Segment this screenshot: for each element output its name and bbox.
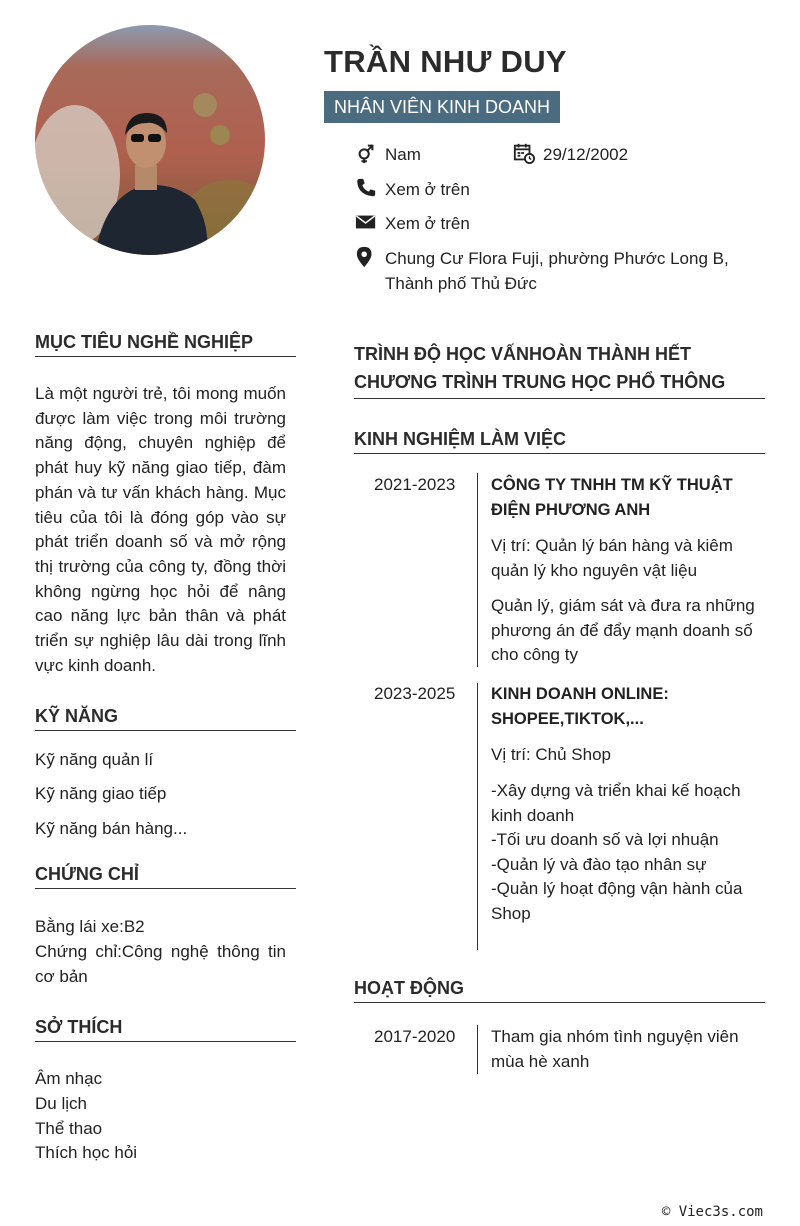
avatar (35, 25, 265, 255)
objective-heading: MỤC TIÊU NGHỀ NGHIỆP (35, 332, 296, 357)
job-company: KINH DOANH ONLINE: SHOPEE,TIKTOK,... (491, 685, 669, 728)
skill-item: Kỹ năng quản lí (35, 750, 154, 769)
job-duty: -Quản lý hoạt động vận hành của Shop (491, 879, 743, 923)
skill-item: Kỹ năng giao tiếp (35, 784, 167, 803)
address-line2: Thành phố Thủ Đức (385, 274, 537, 293)
gender-value: Nam (385, 145, 421, 164)
email-icon (355, 211, 377, 233)
address-line1: Chung Cư Flora Fuji, phường Phước Long B, (385, 249, 729, 268)
objective-text: Là một người trẻ, tôi mong muốn được làm việc trong môi trường năng động, chuyên nghiệp để phát huy kỹ năng giao tiếp, đàm phán và tư vấn khách hàng. Mục tiêu của tôi là đóng góp vào sự phát triển doanh số và mở rộng thị trường của công ty, đồng thời không ngừng học hỏi để nâng cao năng lực bản thân và phát triển sự nghiệp lâu dài trong lĩnh vực kinh doanh. (35, 384, 286, 675)
birthdate-value: 29/12/2002 (543, 145, 629, 164)
avatar-photo (35, 25, 265, 255)
candidate-name: TRẦN NHƯ DUY (324, 44, 567, 79)
job-duty: -Quản lý và đào tạo nhân sự (491, 855, 707, 874)
timeline-line (477, 683, 478, 950)
phone-icon (355, 177, 377, 199)
job-position: Vị trí: Quản lý bán hàng và kiêm quản lý kho nguyên vật liệu (491, 536, 733, 580)
job-duty: -Tối ưu doanh số và lợi nhuận (491, 830, 719, 849)
footer-credit: © Viec3s.com (661, 1204, 763, 1220)
hobbies-heading: SỞ THÍCH (35, 1017, 296, 1042)
hobby-item: Thích học hỏi (35, 1143, 138, 1162)
job-position: Vị trí: Chủ Shop (491, 745, 612, 764)
hobby-item: Du lịch (35, 1094, 87, 1113)
skills-heading: KỸ NĂNG (35, 706, 296, 731)
job-description: Quản lý, giám sát và đưa ra những phương án để đẩy mạnh doanh số cho công ty (491, 596, 755, 665)
job-title-badge: NHÂN VIÊN KINH DOANH (324, 91, 560, 123)
timeline-line (477, 473, 478, 667)
certificate-item: Chứng chỉ:Công nghệ thông tin cơ bản (35, 942, 286, 986)
email-value: Xem ở trên (385, 214, 470, 233)
job-years: 2021-2023 (374, 475, 456, 494)
experience-heading: KINH NGHIỆM LÀM VIỆC (354, 429, 765, 454)
skill-item: Kỹ năng bán hàng... (35, 819, 188, 838)
job-years: 2023-2025 (374, 684, 456, 703)
gender-icon (355, 142, 377, 164)
certificate-item: Bằng lái xe:B2 (35, 917, 145, 936)
education-heading: TRÌNH ĐỘ HỌC VẤNHOÀN THÀNH HẾT CHƯƠNG TRÌNH TRUNG HỌC PHỔ THÔNG (354, 340, 765, 399)
calendar-icon (513, 142, 535, 164)
activity-description: Tham gia nhóm tình nguyện viên mùa hè xanh (491, 1027, 739, 1071)
certificates-heading: CHỨNG CHỈ (35, 864, 296, 889)
job-duty: -Xây dựng và triển khai kế hoạch kinh doanh (491, 781, 741, 825)
hobby-item: Thể thao (35, 1119, 103, 1138)
activity-years: 2017-2020 (374, 1027, 456, 1046)
job-company: CÔNG TY TNHH TM KỸ THUẬT ĐIỆN PHƯƠNG ANH (491, 476, 733, 519)
hobby-item: Âm nhạc (35, 1069, 103, 1088)
location-icon (355, 246, 377, 268)
phone-value: Xem ở trên (385, 180, 470, 199)
activities-heading: HOẠT ĐỘNG (354, 978, 765, 1003)
timeline-line (477, 1025, 478, 1074)
